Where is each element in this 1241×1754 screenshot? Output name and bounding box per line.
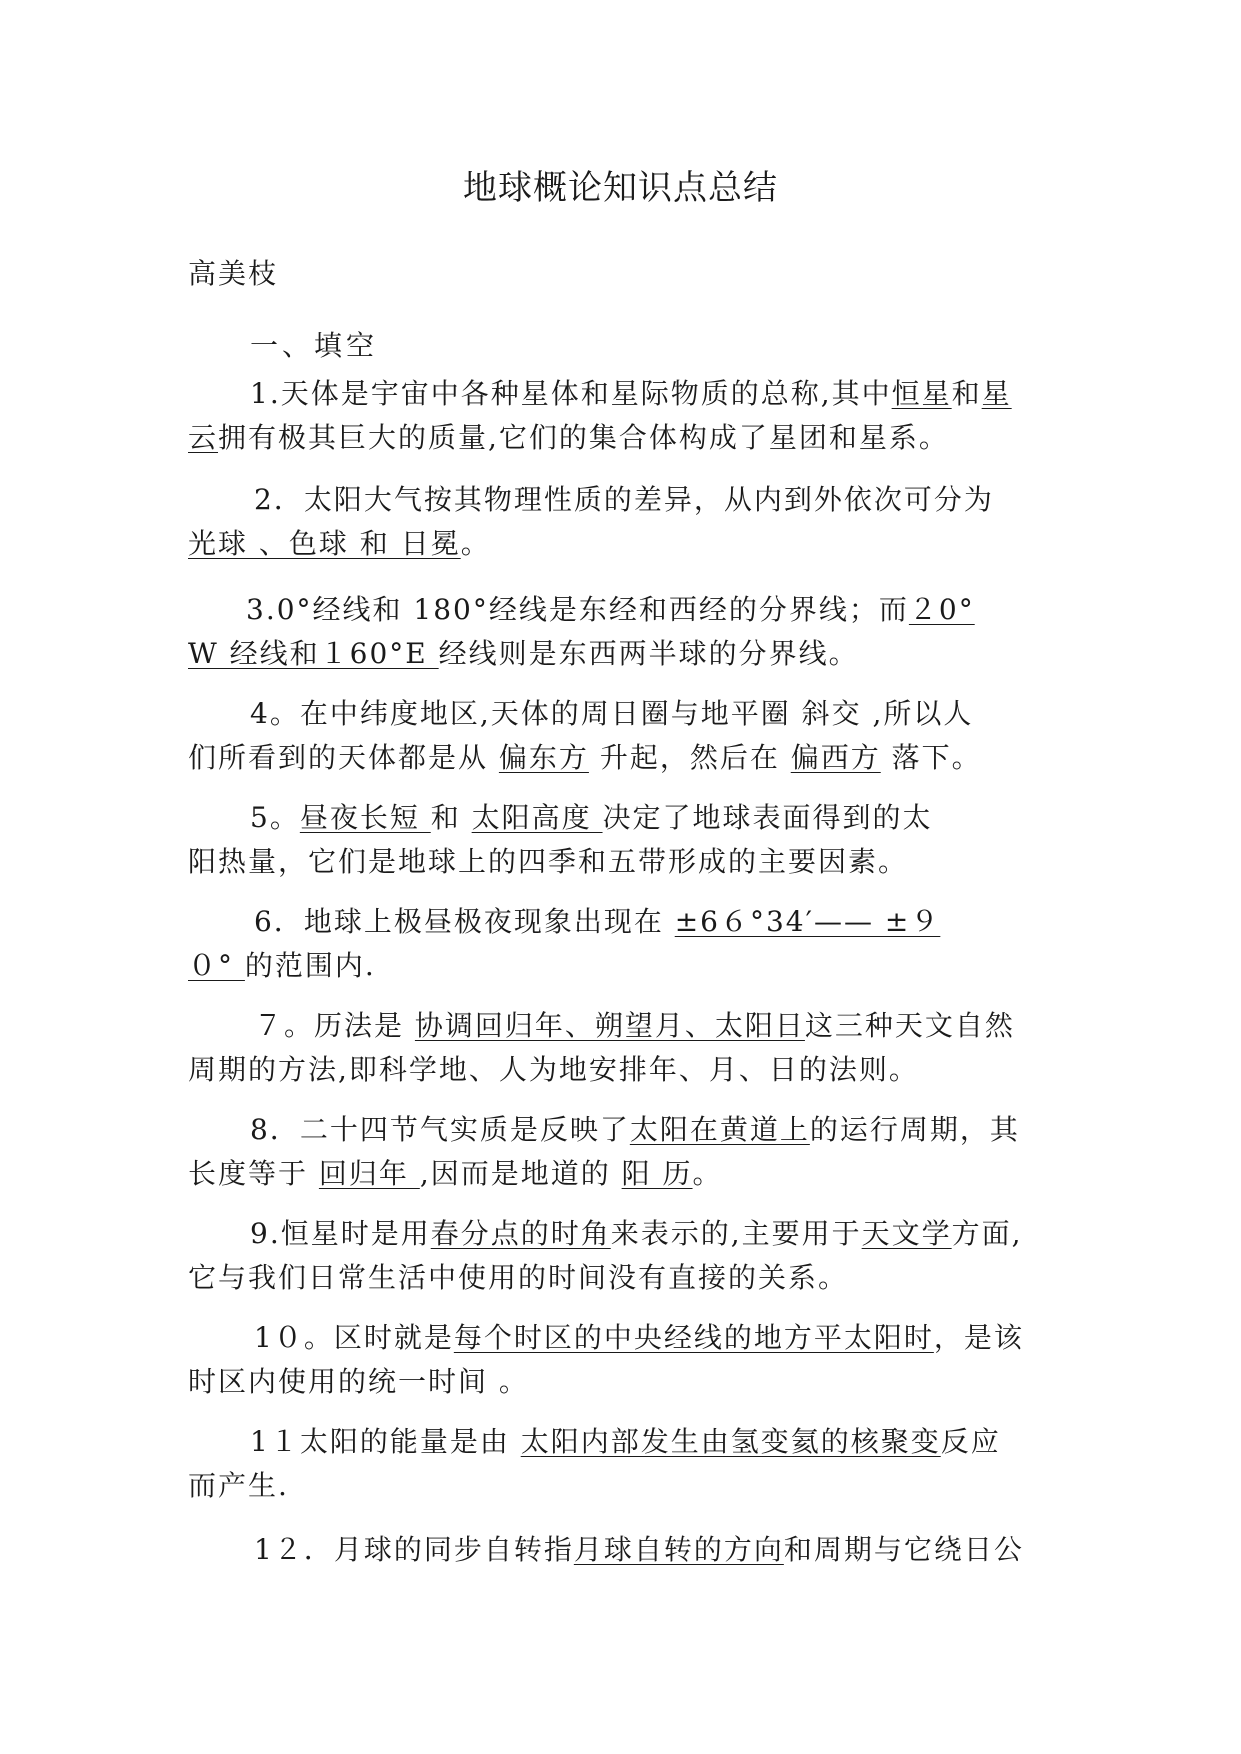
item-line bbox=[188, 1316, 1078, 1360]
question-item-1 bbox=[188, 372, 1078, 460]
answer-blank: 太阳在黄道上 bbox=[629, 1113, 810, 1146]
answer-blank: 太阳高度 bbox=[471, 801, 603, 834]
document-title: 地球概论知识点总结 bbox=[463, 168, 778, 208]
item-line bbox=[188, 1004, 1078, 1048]
item-text: 落下。 bbox=[880, 741, 982, 774]
answer-blank: 恒星 bbox=[891, 377, 952, 410]
answer-blank: 每个时区的中央经线的地方平太阳时 bbox=[453, 1321, 934, 1354]
question-item-3 bbox=[188, 588, 1078, 676]
item-line bbox=[188, 1464, 1078, 1508]
item-text: 反应 bbox=[940, 1425, 1001, 1458]
question-item-5 bbox=[188, 796, 1078, 884]
answer-blank: 偏东方 bbox=[498, 741, 589, 774]
item-text: 2．太阳大气按其物理性质的差异，从内到外依次可分为 bbox=[254, 483, 994, 516]
item-line bbox=[188, 944, 1078, 988]
item-line bbox=[188, 840, 1078, 884]
item-text: 它与我们日常生活中使用的时间没有直接的关系。 bbox=[188, 1261, 849, 1294]
question-item-10 bbox=[188, 1316, 1078, 1404]
item-text: 1１太阳的能量是由 bbox=[250, 1425, 521, 1458]
item-text: 升起，然后在 bbox=[588, 741, 791, 774]
question-item-7 bbox=[188, 1004, 1078, 1092]
item-line bbox=[188, 632, 1078, 676]
item-text: 4。在中纬度地区,天体的周日圈与地平圈 斜交 ,所以人 bbox=[250, 697, 974, 730]
item-text: 的运行周期，其 bbox=[809, 1113, 1020, 1146]
item-line bbox=[188, 478, 1078, 522]
item-text: 1.天体是宇宙中各种星体和星际物质的总称,其中 bbox=[250, 377, 892, 410]
question-item-8 bbox=[188, 1108, 1078, 1196]
item-text: 。 bbox=[460, 527, 491, 560]
answer-blank: 月球自转的方向 bbox=[573, 1533, 784, 1566]
item-text: 这三种天文自然 bbox=[804, 1009, 1015, 1042]
answer-blank: 春分点的时角 bbox=[430, 1217, 611, 1250]
answer-blank: ２0° bbox=[908, 593, 975, 626]
item-text: 8．二十四节气实质是反映了 bbox=[250, 1113, 630, 1146]
answer-blank: ０° bbox=[188, 949, 245, 982]
item-text: 和周期与它绕日公 bbox=[783, 1533, 1024, 1566]
question-item-12 bbox=[188, 1528, 1078, 1572]
item-line bbox=[188, 900, 1078, 944]
item-text: 来表示的,主要用于 bbox=[610, 1217, 862, 1250]
item-text: ，是该 bbox=[933, 1321, 1024, 1354]
item-text: 方面, bbox=[951, 1217, 1023, 1250]
answer-blank: 光球 、色球 和 日冕 bbox=[188, 527, 461, 560]
question-item-2 bbox=[188, 478, 1078, 566]
item-line bbox=[188, 1256, 1078, 1300]
item-line bbox=[188, 736, 1078, 780]
item-line bbox=[188, 416, 1078, 460]
question-item-11 bbox=[188, 1420, 1078, 1508]
item-text: 和 bbox=[951, 377, 982, 410]
item-line bbox=[188, 1528, 1078, 1572]
item-text: 阳热量，它们是地球上的四季和五带形成的主要因素。 bbox=[188, 845, 909, 878]
question-item-9 bbox=[188, 1212, 1078, 1300]
item-text: ,因而是地道的 bbox=[419, 1157, 622, 1190]
item-text: 时区内使用的统一时间 。 bbox=[188, 1365, 529, 1398]
answer-blank: 天文学 bbox=[861, 1217, 952, 1250]
item-line bbox=[188, 1048, 1078, 1092]
item-text: 6．地球上极昼极夜现象出现在 bbox=[254, 905, 675, 938]
item-text: 拥有极其巨大的质量,它们的集合体构成了星团和星系。 bbox=[218, 421, 949, 454]
item-text: 1０。区时就是 bbox=[254, 1321, 454, 1354]
item-line bbox=[188, 1152, 1078, 1196]
answer-blank: 星 bbox=[981, 377, 1012, 410]
answer-blank: 阳 历 bbox=[621, 1157, 693, 1190]
item-text: 长度等于 bbox=[188, 1157, 319, 1190]
item-line bbox=[188, 588, 1078, 632]
item-line bbox=[188, 522, 1078, 566]
item-text: 1２．月球的同步自转指 bbox=[254, 1533, 574, 1566]
question-item-4 bbox=[188, 692, 1078, 780]
item-text: 的范围内. bbox=[244, 949, 376, 982]
answer-blank: 昼夜长短 bbox=[299, 801, 431, 834]
item-text: 。 bbox=[692, 1157, 723, 1190]
item-line bbox=[188, 1360, 1078, 1404]
item-line bbox=[188, 1420, 1078, 1464]
item-line bbox=[188, 1108, 1078, 1152]
answer-blank: 回归年 bbox=[318, 1157, 420, 1190]
question-item-6 bbox=[188, 900, 1078, 988]
item-text: 9.恒星时是用 bbox=[250, 1217, 431, 1250]
answer-blank: ±6６°34′—— ±９ bbox=[674, 905, 941, 938]
item-line bbox=[188, 1212, 1078, 1256]
item-line bbox=[188, 796, 1078, 840]
answer-blank: 云 bbox=[188, 421, 219, 454]
item-text: 5。 bbox=[250, 801, 300, 834]
item-text: 和 bbox=[430, 801, 472, 834]
author-name: 高美枝 bbox=[188, 257, 279, 290]
item-text: ７。历法是 bbox=[254, 1009, 415, 1042]
answer-blank: 偏西方 bbox=[790, 741, 881, 774]
item-line bbox=[188, 372, 1078, 416]
answer-blank: 太阳内部发生由氢变氦的核聚变 bbox=[520, 1425, 941, 1458]
item-text: 3.0°经线和 180°经线是东经和西经的分界线；而 bbox=[246, 593, 909, 626]
item-text: 周期的方法,即科学地、人为地安排年、月、日的法则。 bbox=[188, 1053, 919, 1086]
item-line bbox=[188, 692, 1078, 736]
item-text: 决定了地球表面得到的太 bbox=[602, 801, 933, 834]
item-text: 们所看到的天体都是从 bbox=[188, 741, 499, 774]
section-heading: 一、填空 bbox=[250, 329, 379, 362]
answer-blank: 协调回归年、朔望月、太阳日 bbox=[414, 1009, 805, 1042]
answer-blank: W 经线和１60°E bbox=[188, 637, 439, 670]
item-text: 而产生. bbox=[188, 1469, 289, 1502]
item-text: 经线则是东西两半球的分界线。 bbox=[438, 637, 859, 670]
